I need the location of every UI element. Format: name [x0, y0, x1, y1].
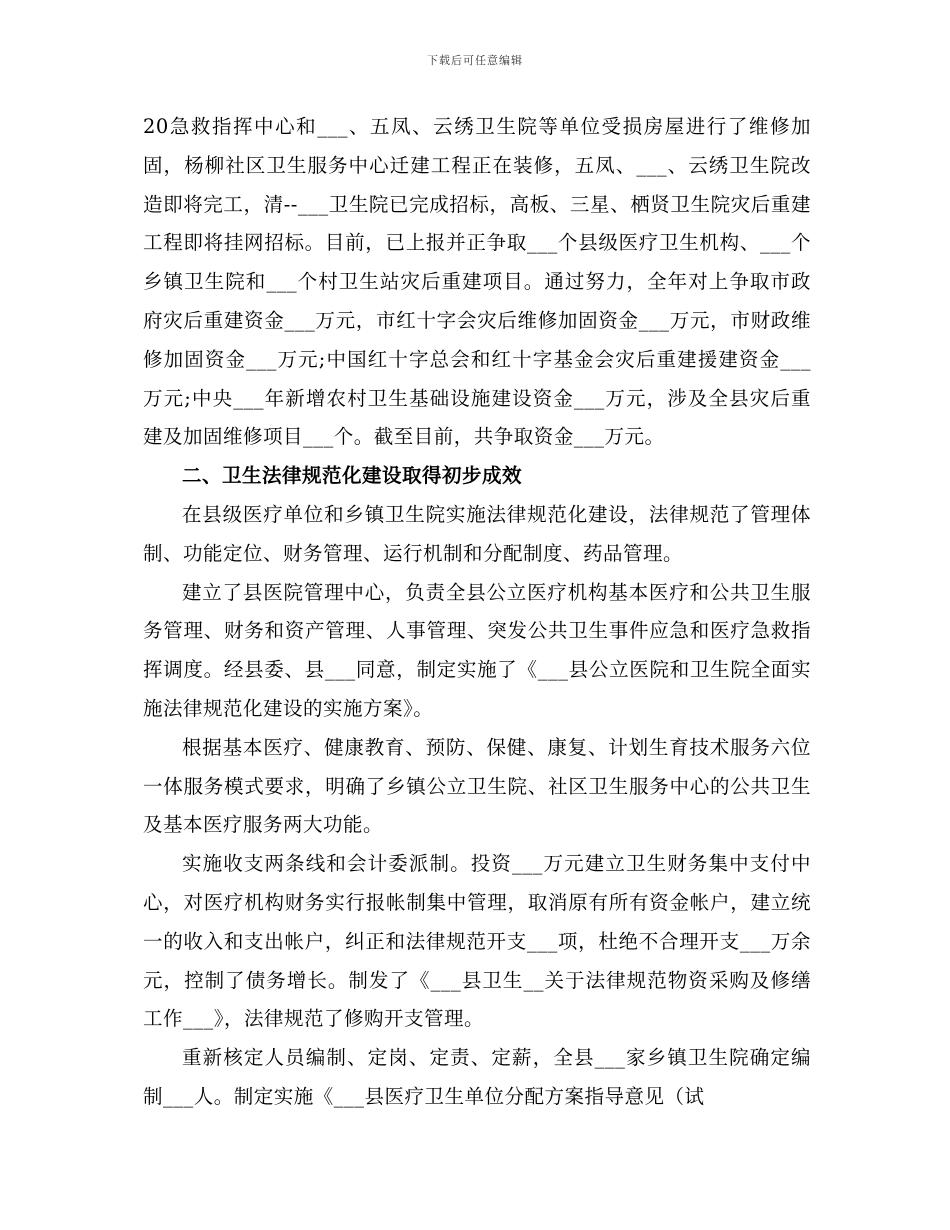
page-header-note: 下载后可任意编辑 [427, 54, 523, 67]
paragraph: 在县级医疗单位和乡镇卫生院实施法律规范化建设，法律规范了管理体制、功能定位、财务管理、运行机制和分配制度、药品管理。 [143, 502, 811, 565]
paragraph-continuation: 20急救指挥中心和___、五凤、云绣卫生院等单位受损房屋进行了维修加固，杨柳社区卫生服务中心迁建工程正在装修，五凤、___、云绣卫生院改造即将完工，清--___卫生院已完成招标，高板、三星、栖贤卫生院灾后重建工程即将挂网招标。目前，已上报并正争取___个县级医疗卫生机构、___个乡镇卫生院和___个村卫生站灾后重建项目。通过努力，全年对上争取市政府灾后重建资金___万元，市红十字会灾后维修加固资金___万元，市财政维修加固资金___万元;中国红十字总会和红十字基金会灾后重建援建资金___万元;中央___年新增农村卫生基础设施建设资金___万元，涉及全县灾后重建及加固维修项目___个。截至目前，共争取资金___万元。 [143, 115, 811, 449]
document-body [143, 108, 811, 1117]
section-heading: 二、卫生法律规范化建设取得初步成效 [182, 464, 523, 488]
paragraph: 重新核定人员编制、定岗、定责、定薪，全县___家乡镇卫生院确定编制___人。制定实施《___县医疗卫生单位分配方案指导意见（试 [143, 1046, 811, 1108]
paragraph: 根据基本医疗、健康教育、预防、保健、康复、计划生育技术服务六位一体服务模式要求，明确了乡镇公立卫生院、社区卫生服务中心的公共卫生及基本医疗服务两大功能。 [143, 735, 811, 837]
paragraph: 建立了县医院管理中心，负责全县公立医疗机构基本医疗和公共卫生服务管理、财务和资产管理、人事管理、突发公共卫生事件应急和医疗急救指挥调度。经县委、县___同意，制定实施了《___县公立医院和卫生院全面实施法律规范化建设的实施方案》。 [143, 580, 811, 720]
paragraph: 实施收支两条线和会计委派制。投资___万元建立卫生财务集中支付中心，对医疗机构财务实行报帐制集中管理，取消原有所有资金帐户，建立统一的收入和支出帐户，纠正和法律规范开支___项，杜绝不合理开支___万余元，控制了债务增长。制发了《___县卫生__关于法律规范物资采购及修缮工作___》，法律规范了修购开支管理。 [143, 852, 811, 1031]
